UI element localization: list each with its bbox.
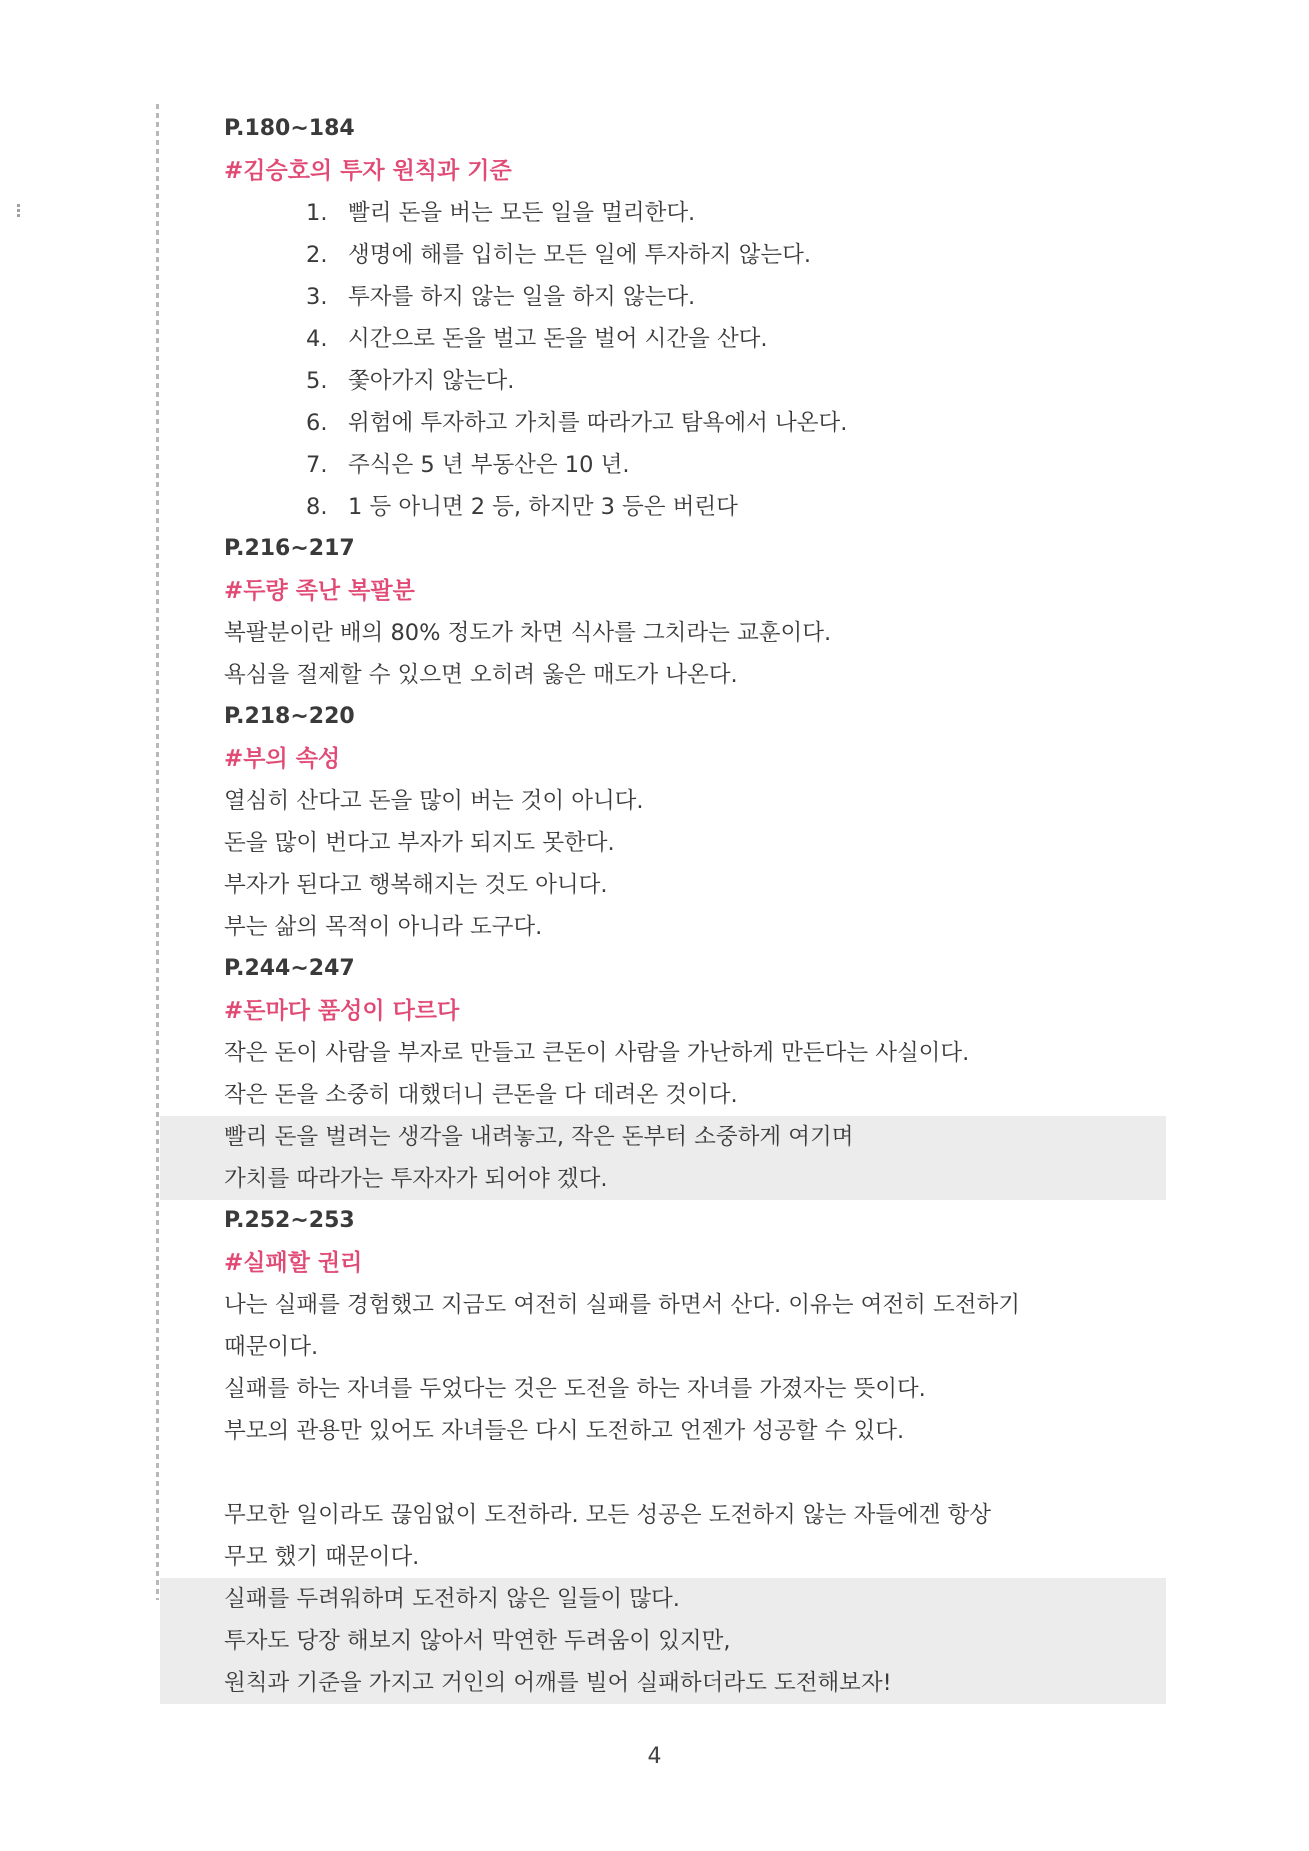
highlight-line: 투자도 당장 해보지 않아서 막연한 두려움이 있지만, <box>224 1628 731 1654</box>
section <box>0 948 1309 1200</box>
highlight-line: 원칙과 기준을 가지고 거인의 어깨를 빌어 실패하더라도 도전해보자! <box>224 1670 892 1696</box>
paragraph-line: 무모 했기 때문이다. <box>224 1544 420 1570</box>
paragraph-line: 부자가 된다고 행복해지는 것도 아니다. <box>224 872 608 898</box>
list-number: 5. <box>306 368 328 394</box>
paragraph-line: 때문이다. <box>224 1334 319 1360</box>
blank-line <box>224 1452 1309 1494</box>
list-text: 1 등 아니면 2 등, 하지만 3 등은 버린다 <box>348 494 738 520</box>
list-number: 7. <box>306 452 328 478</box>
paragraph-line: 작은 돈을 소중히 대했더니 큰돈을 다 데려온 것이다. <box>224 1082 738 1108</box>
paragraph-line: 돈을 많이 번다고 부자가 되지도 못한다. <box>224 830 615 856</box>
list-text: 쫓아가지 않는다. <box>348 368 515 394</box>
list-text: 주식은 5 년 부동산은 10 년. <box>348 452 630 478</box>
highlight-line: 실패를 두려워하며 도전하지 않은 일들이 많다. <box>224 1586 680 1612</box>
paragraph-line: 복팔분이란 배의 80% 정도가 차면 식사를 그치라는 교훈이다. <box>224 620 832 646</box>
list-number: 1. <box>306 200 328 226</box>
page-reference: P.218~220 <box>224 704 355 729</box>
list-number: 6. <box>306 410 328 436</box>
list-number: 2. <box>306 242 328 268</box>
paragraph-line: 부모의 관용만 있어도 자녀들은 다시 도전하고 언젠가 성공할 수 있다. <box>224 1418 905 1444</box>
highlight-line: 빨리 돈을 벌려는 생각을 내려놓고, 작은 돈부터 소중하게 여기며 <box>224 1124 854 1150</box>
section-hashtag: #실패할 권리 <box>224 1250 363 1276</box>
list-text: 시간으로 돈을 벌고 돈을 벌어 시간을 산다. <box>348 326 768 352</box>
section <box>0 1200 1309 1704</box>
paragraph-line: 부는 삶의 목적이 아니라 도구다. <box>224 914 543 940</box>
list-number: 4. <box>306 326 328 352</box>
page-reference: P.252~253 <box>224 1208 355 1233</box>
list-item <box>306 444 1309 486</box>
list-number: 8. <box>306 494 328 520</box>
list-item <box>306 318 1309 360</box>
page-content <box>0 108 1309 1704</box>
section-hashtag: #김승호의 투자 원칙과 기준 <box>224 158 512 184</box>
list-text: 위험에 투자하고 가치를 따라가고 탐욕에서 나온다. <box>348 410 848 436</box>
paragraph-line: 작은 돈이 사람을 부자로 만들고 큰돈이 사람을 가난하게 만든다는 사실이다. <box>224 1040 970 1066</box>
list-item <box>306 276 1309 318</box>
list-text: 빨리 돈을 버는 모든 일을 멀리한다. <box>348 200 696 226</box>
section <box>0 108 1309 528</box>
page-reference: P.180~184 <box>224 116 355 141</box>
list-item <box>306 234 1309 276</box>
paragraph-line: 무모한 일이라도 끊임없이 도전하라. 모든 성공은 도전하지 않는 자들에겐 항상 <box>224 1502 992 1528</box>
page-number: 4 <box>647 1744 662 1769</box>
highlight-block <box>160 1578 1166 1704</box>
section-hashtag: #두량 족난 복팔분 <box>224 578 415 604</box>
page-reference: P.244~247 <box>224 956 355 981</box>
paragraph-line: 나는 실패를 경험했고 지금도 여전히 실패를 하면서 산다. 이유는 여전히 도전하기 <box>224 1292 1020 1318</box>
section-hashtag: #돈마다 품성이 다르다 <box>224 998 460 1024</box>
highlight-block <box>160 1116 1166 1200</box>
page-reference: P.216~217 <box>224 536 355 561</box>
paragraph-line: 열심히 산다고 돈을 많이 버는 것이 아니다. <box>224 788 644 814</box>
paragraph-line: 욕심을 절제할 수 있으면 오히려 옳은 매도가 나온다. <box>224 662 738 688</box>
list-text: 생명에 해를 입히는 모든 일에 투자하지 않는다. <box>348 242 812 268</box>
section-hashtag: #부의 속성 <box>224 746 341 772</box>
highlight-line: 가치를 따라가는 투자자가 되어야 겠다. <box>224 1166 608 1192</box>
list-number: 3. <box>306 284 328 310</box>
list-item <box>306 192 1309 234</box>
list-text: 투자를 하지 않는 일을 하지 않는다. <box>348 284 696 310</box>
section <box>0 528 1309 696</box>
paragraph-line: 실패를 하는 자녀를 두었다는 것은 도전을 하는 자녀를 가졌자는 뜻이다. <box>224 1376 926 1402</box>
list-item <box>306 360 1309 402</box>
section <box>0 696 1309 948</box>
list-item <box>306 486 1309 528</box>
list-item <box>306 402 1309 444</box>
